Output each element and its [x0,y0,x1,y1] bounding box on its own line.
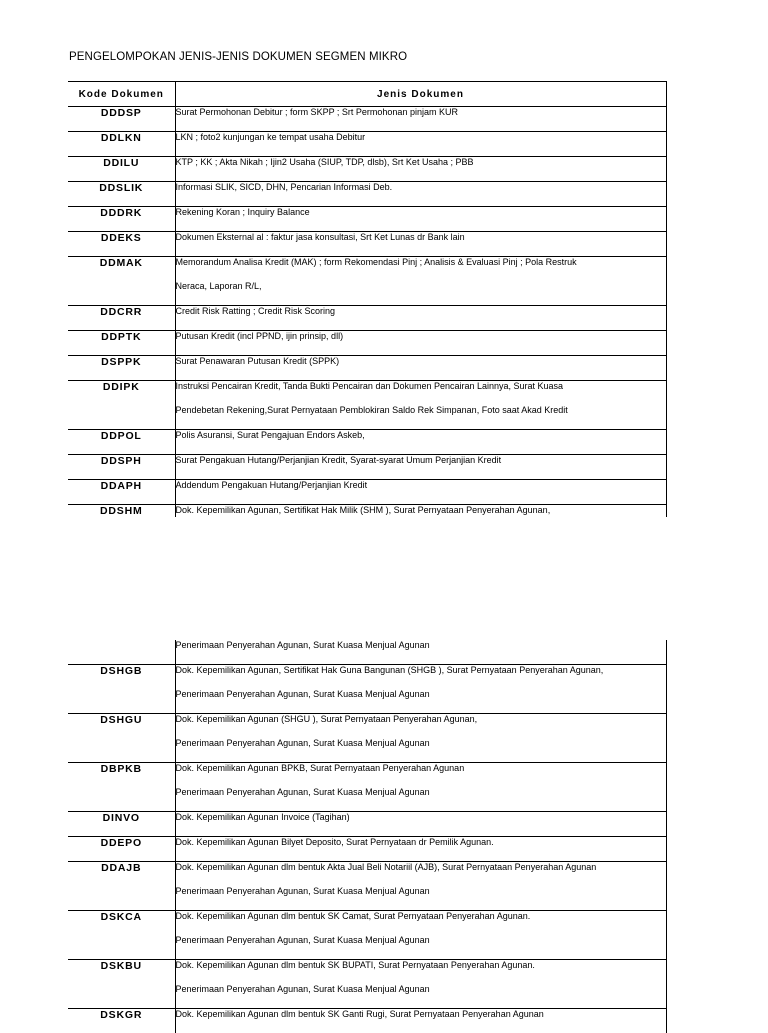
description-line: Penerimaan Penyerahan Agunan, Surat Kuasa Menjual Agunan [176,640,666,664]
table-row [68,455,666,480]
table-row [68,232,666,257]
table-row [68,207,666,232]
document-table-top [68,81,667,529]
description-line: Dok. Kepemilikan Agunan, Sertifikat Hak Milik (SHM ), Surat Pernyataan Penyerahan Agunan, [176,505,666,529]
description-line: Addendum Pengakuan Hutang/Perjanjian Kredit [176,480,666,504]
document-code: DDSPH [68,455,175,480]
document-code: DBPKB [68,763,175,812]
description-line: Dok. Kepemilikan Agunan dlm bentuk Akta Jual Beli Notariil (AJB), Surat Pernyataan Penyerahan Agunan [176,862,666,886]
document-code: DSKGR [68,1009,175,1033]
document-code [68,640,175,665]
table-row [68,306,666,331]
document-description [175,430,666,455]
document-code: DDAPH [68,480,175,505]
document-code: DDCRR [68,306,175,331]
table-row [68,157,666,182]
table-row [68,714,666,763]
document-code: DDDSP [68,107,175,132]
document-description [175,107,666,132]
description-line: Instruksi Pencairan Kredit, Tanda Bukti Pencairan dan Dokumen Pencairan Lainnya, Surat Kuasa [176,381,666,405]
description-line: Dok. Kepemilikan Agunan Bilyet Deposito, Surat Pernyataan dr Pemilik Agunan. [176,837,666,861]
table-row [68,763,666,812]
document-description [175,356,666,381]
document-description [175,911,666,960]
description-line: Polis Asuransi, Surat Pengajuan Endors Askeb, [176,430,666,454]
document-code: DDAJB [68,862,175,911]
document-description [175,862,666,911]
table-row [68,381,666,430]
description-line: Penerimaan Penyerahan Agunan, Surat Kuasa Menjual Agunan [176,935,666,959]
document-description [175,665,666,714]
description-line: Rekening Koran ; Inquiry Balance [176,207,666,231]
document-code: DDSLIK [68,182,175,207]
description-line: Neraca, Laporan R/L, [176,281,666,305]
table-row [68,1009,666,1033]
document-description [175,640,666,665]
document-description [175,257,666,306]
description-line: Dok. Kepemilikan Agunan Invoice (Tagihan) [176,812,666,836]
document-description [175,207,666,232]
description-line: Penerimaan Penyerahan Agunan, Surat Kuasa Menjual Agunan [176,787,666,811]
document-description [175,960,666,1009]
page-break-gap [0,517,768,640]
document-code: DDMAK [68,257,175,306]
table-row [68,107,666,132]
description-line: LKN ; foto2 kunjungan ke tempat usaha Debitur [176,132,666,156]
document-code: DDPTK [68,331,175,356]
document-code: DDILU [68,157,175,182]
description-line: Credit Risk Ratting ; Credit Risk Scoring [176,306,666,330]
table-row [68,356,666,381]
description-line: Dok. Kepemilikan Agunan (SHGU ), Surat Pernyataan Penyerahan Agunan, [176,714,666,738]
table-row [68,132,666,157]
description-line: Surat Permohonan Debitur ; form SKPP ; Srt Permohonan pinjam KUR [176,107,666,131]
table-row [68,837,666,862]
description-line: Dokumen Eksternal al : faktur jasa konsultasi, Srt Ket Lunas dr Bank lain [176,232,666,256]
document-code: DDDRK [68,207,175,232]
document-description [175,306,666,331]
description-line: Dok. Kepemilikan Agunan dlm bentuk SK Camat, Surat Pernyataan Penyerahan Agunan. [176,911,666,935]
document-description [175,812,666,837]
description-line: Dok. Kepemilikan Agunan dlm bentuk SK Ganti Rugi, Surat Pernyataan Penyerahan Agunan [176,1009,666,1033]
description-line: Memorandum Analisa Kredit (MAK) ; form Rekomendasi Pinj ; Analisis & Evaluasi Pinj ; Pola Restruk [176,257,666,281]
document-code: DDEPO [68,837,175,862]
document-description [175,455,666,480]
document-code: DDSHM [68,505,175,530]
description-line: Dok. Kepemilikan Agunan, Sertifikat Hak Guna Bangunan (SHGB ), Surat Pernyataan Penyerahan Agunan, [176,665,666,689]
document-code: DINVO [68,812,175,837]
table-row [68,257,666,306]
document-code: DSKBU [68,960,175,1009]
description-line: Penerimaan Penyerahan Agunan, Surat Kuasa Menjual Agunan [176,886,666,910]
description-line: Penerimaan Penyerahan Agunan, Surat Kuasa Menjual Agunan [176,689,666,713]
description-line: Surat Penawaran Putusan Kredit (SPPK) [176,356,666,380]
document-code: DSPPK [68,356,175,381]
document-code: DSHGB [68,665,175,714]
table-row [68,665,666,714]
document-code: DDLKN [68,132,175,157]
document-description [175,1009,666,1033]
description-line: Dok. Kepemilikan Agunan dlm bentuk SK BUPATI, Surat Pernyataan Penyerahan Agunan. [176,960,666,984]
document-description [175,714,666,763]
table-row [68,331,666,356]
document-description [175,763,666,812]
table-row [68,862,666,911]
document-description [175,480,666,505]
document-code: DSKCA [68,911,175,960]
document-description [175,331,666,356]
description-line: Surat Pengakuan Hutang/Perjanjian Kredit, Syarat-syarat Umum Perjanjian Kredit [176,455,666,479]
table-row [68,812,666,837]
table-row [68,911,666,960]
document-code: DDEKS [68,232,175,257]
document-description [175,837,666,862]
description-line: Informasi SLIK, SICD, DHN, Pencarian Informasi Deb. [176,182,666,206]
description-line: Dok. Kepemilikan Agunan BPKB, Surat Pernyataan Penyerahan Agunan [176,763,666,787]
table-row [68,960,666,1009]
document-description [175,381,666,430]
page-title: PENGELOMPOKAN JENIS-JENIS DOKUMEN SEGMEN MIKRO [69,51,407,63]
table-row [68,640,666,665]
table-row [68,182,666,207]
document-description [175,157,666,182]
description-line: Penerimaan Penyerahan Agunan, Surat Kuasa Menjual Agunan [176,984,666,1008]
table-row [68,430,666,455]
description-line: KTP ; KK ; Akta Nikah ; Ijin2 Usaha (SIUP, TDP, dlsb), Srt Ket Usaha ; PBB [176,157,666,181]
table-header-row [68,82,666,107]
header-jenis-dokumen: Jenis Dokumen [175,82,666,107]
document-code: DDIPK [68,381,175,430]
document-description [175,232,666,257]
document-code: DSHGU [68,714,175,763]
document-table-bottom [68,640,667,1033]
document-code: DDPOL [68,430,175,455]
header-kode-dokumen: Kode Dokumen [68,82,175,107]
table-row [68,480,666,505]
description-line: Pendebetan Rekening,Surat Pernyataan Pemblokiran Saldo Rek Simpanan, Foto saat Akad Kredit [176,405,666,429]
description-line: Penerimaan Penyerahan Agunan, Surat Kuasa Menjual Agunan [176,738,666,762]
description-line: Putusan Kredit (incl PPND, ijin prinsip, dll) [176,331,666,355]
document-description [175,182,666,207]
document-description [175,132,666,157]
